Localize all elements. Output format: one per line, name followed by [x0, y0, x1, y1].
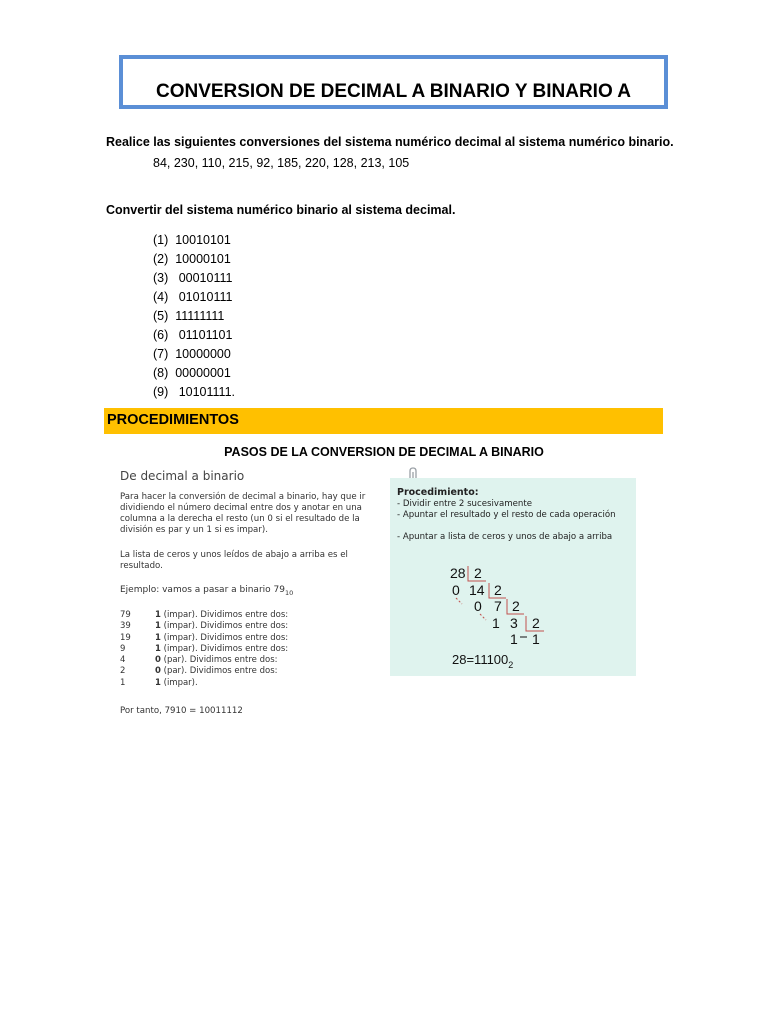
procedures-heading: PROCEDIMIENTOS	[107, 412, 239, 428]
division-number: 28	[450, 565, 466, 581]
list-item: (8) 00000001	[153, 366, 231, 380]
remainder: 0	[474, 598, 482, 614]
procedure-step-1: - Dividir entre 2 sucesivamente	[397, 499, 532, 509]
procedure-step-3: - Apuntar a lista de ceros y unos de abajo a arriba	[397, 532, 613, 542]
decimal-numbers: 84, 230, 110, 215, 92, 185, 220, 128, 213, 105	[153, 156, 410, 170]
list-item: (6) 01101101	[153, 328, 233, 342]
example-subscript: 10	[284, 588, 294, 597]
instruction-binary-to-decimal: Convertir del sistema numérico binario al sistema decimal.	[106, 203, 456, 217]
title-box	[119, 55, 668, 109]
divisor: 2	[494, 582, 502, 598]
instruction-decimal-to-binary: Realice las siguientes conversiones del sistema numérico decimal al sistema numérico binario.	[106, 135, 674, 149]
divisor: 2	[532, 615, 540, 631]
result-subscript: 2	[508, 660, 514, 670]
remainder: 0	[452, 582, 460, 598]
page-title: CONVERSION DE DECIMAL A BINARIO Y BINARIO A	[155, 81, 632, 102]
procedure-heading: Procedimiento:	[397, 487, 479, 498]
list-item: (5) 11111111	[153, 309, 225, 323]
quotient: 14	[469, 582, 485, 598]
long-division-diagram	[390, 478, 636, 676]
steps-heading: PASOS DE LA CONVERSION DE DECIMAL A BINARIO	[224, 445, 544, 459]
quotient: 3	[510, 615, 518, 631]
result-paragraph: La lista de ceros y unos leídos de abajo a arriba es el resultado.	[120, 550, 348, 571]
remainder: 1	[492, 615, 500, 631]
example-text: Ejemplo: vamos a pasar a binario 79	[120, 585, 285, 595]
list-item: (2) 10000101	[153, 252, 231, 266]
result-text: 28=11100	[452, 652, 509, 667]
binary-list	[153, 231, 235, 402]
explanation-paragraph: Para hacer la conversión de decimal a binario, hay que ir dividiendo el número decimal entre dos y anotar en una columna a la derecha el resto (un 0 si el resultado de la división es par y un 1 si es impar).	[120, 492, 366, 535]
list-item: (3) 00010111	[153, 271, 233, 285]
conclusion-text: Por tanto, 7910 = 10011112	[120, 706, 243, 716]
list-item: (1) 10010101	[153, 233, 231, 247]
remainder: 1	[510, 631, 518, 647]
quotient: 1	[532, 631, 540, 647]
panel-title: De decimal a binario	[120, 469, 245, 483]
list-item: (9) 10101111.	[153, 385, 236, 399]
example-line	[120, 585, 293, 597]
divisor: 2	[474, 565, 482, 581]
procedure-step-2: - Apuntar el resultado y el resto de cada operación	[397, 510, 616, 520]
list-item: (4) 01010111	[153, 290, 233, 304]
quotient: 7	[494, 598, 502, 614]
svg-text:28=111002	[452, 652, 513, 670]
divisor: 2	[512, 598, 520, 614]
list-item: (7) 10000000	[153, 347, 231, 361]
procedures-bar	[104, 408, 663, 434]
